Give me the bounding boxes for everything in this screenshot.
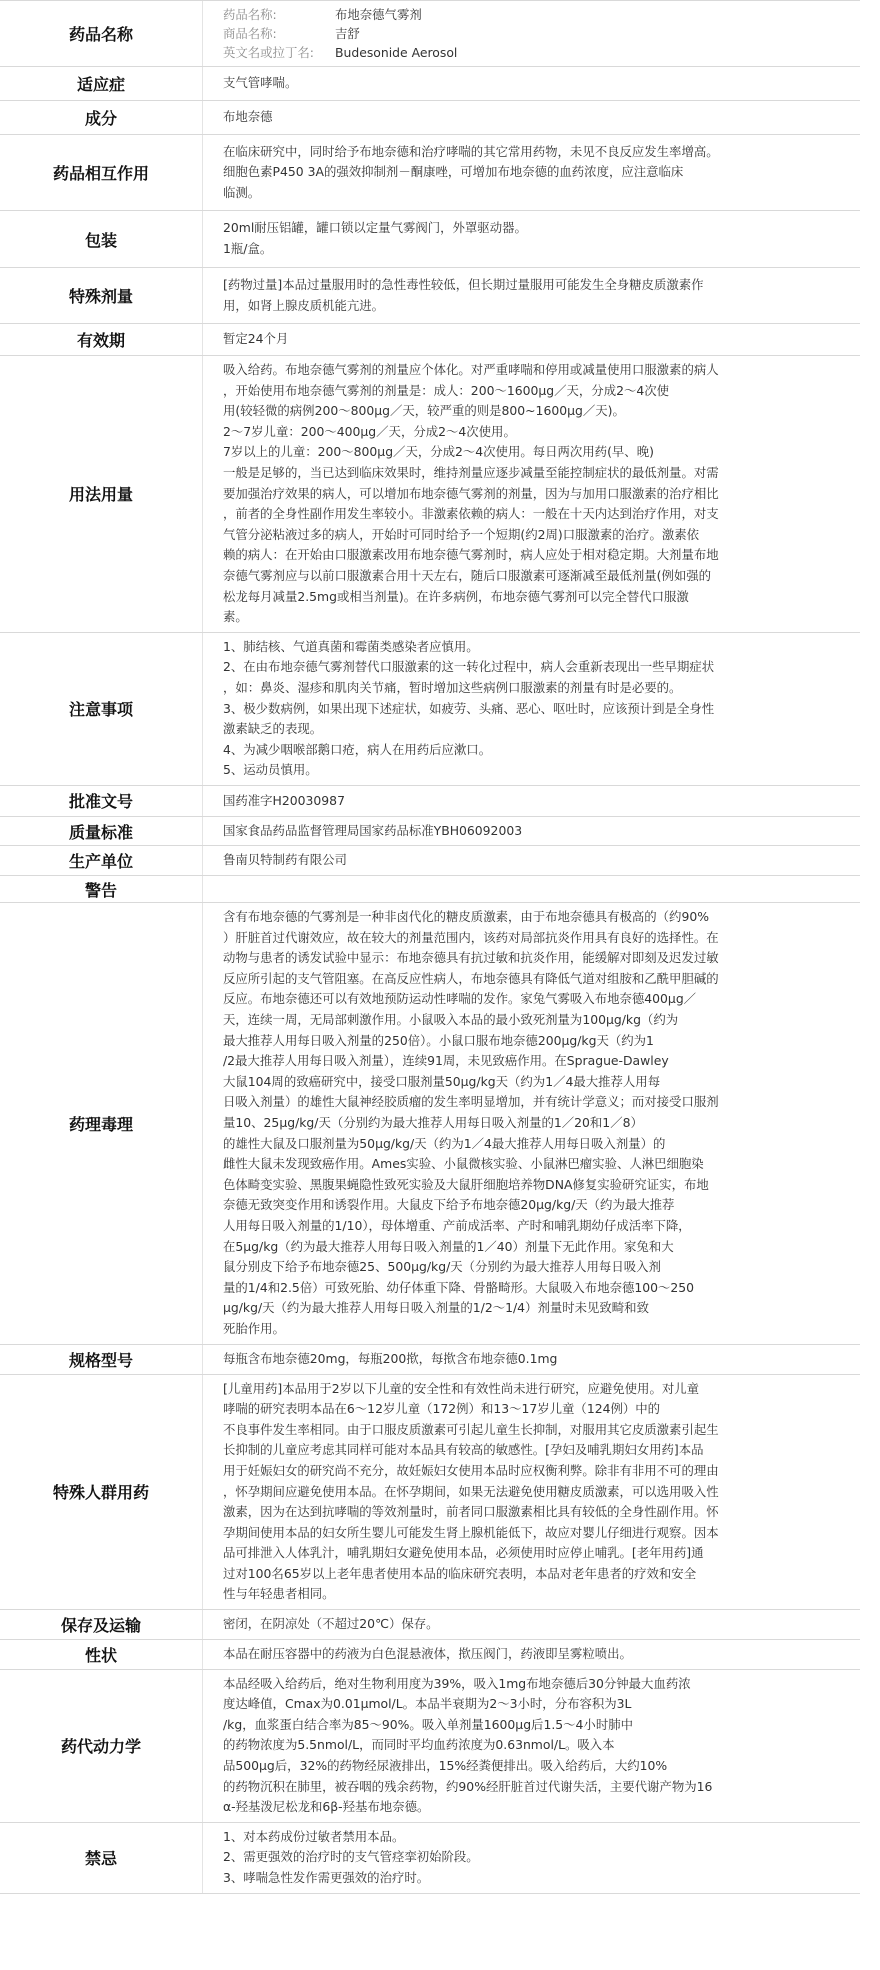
generic-name-line <box>223 5 860 24</box>
row-label: 药品名称 <box>0 1 203 67</box>
content-line: 素。 <box>223 609 248 625</box>
content-line: 在5μg/kg（约为最大推荐人用每日吸入剂量的1／40）剂量下无此作用。家兔和大 <box>223 1238 674 1254</box>
row-label: 质量标准 <box>0 816 203 846</box>
content-line: 奈德气雾剂应与以前口服激素合用十天左右，随后口服激素可逐渐减至最低剂量(例如强的 <box>223 567 712 583</box>
content-line: 日吸入剂量）的雄性大鼠神经胶质瘤的发生率明显增加，并有统计学意义；而对接受口服剂 <box>223 1094 719 1110</box>
content-line: 量的1/4和2.5倍）可致死胎、幼仔体重下降、骨骼畸形。大鼠吸入布地奈德100～250 <box>223 1279 695 1295</box>
row-label: 用法用量 <box>0 356 203 633</box>
content-line: ）肝脏首过代谢效应，故在较大的剂量范围内，该药对局部抗炎作用具有良好的选择性。在 <box>223 929 719 945</box>
content-line: 1、肺结核、气道真菌和霉菌类感染者应慎用。 <box>223 638 479 654</box>
content-line: /kg，血浆蛋白结合率为85～90%。吸入单剂量1600μg后1.5～4小时肺中 <box>223 1716 633 1732</box>
pharmacology-content <box>203 903 861 1344</box>
pharmacokinetics-content <box>203 1669 861 1822</box>
content-line: μg/kg/天（约为最大推荐人用每日吸入剂量的1/2～1/4）剂量时未见致畸和致 <box>223 1300 649 1316</box>
approval-number-content <box>203 785 861 816</box>
content-line: 每瓶含布地奈德20mg，每瓶200揿，每揿含布地奈德0.1mg <box>223 1350 558 1366</box>
dosage-content <box>203 356 861 633</box>
row-dosage <box>0 356 860 633</box>
content-line: 本品经吸入给药后，绝对生物利用度为39%，吸入1mg布地奈德后30分钟最大血药浓 <box>223 1675 691 1691</box>
row-specification <box>0 1344 860 1374</box>
row-label: 成分 <box>0 101 203 135</box>
row-precautions <box>0 632 860 785</box>
brand-name-line <box>223 24 860 43</box>
content-line: 长抑制的儿童应考虑其同样可能对本品具有较高的敏感性。[孕妇及哺乳期妇女用药]本品 <box>223 1442 704 1458</box>
row-label: 药理毒理 <box>0 903 203 1344</box>
content-line: 3、极少数病例，如果出现下述症状，如疲劳、头痛、恶心、呕吐时，应该预计到是全身性 <box>223 700 715 716</box>
content-line: 20ml耐压铝罐，罐口锁以定量气雾阀门，外罩驱动器。 <box>223 220 527 236</box>
row-interactions <box>0 135 860 211</box>
manufacturer-content <box>203 846 861 876</box>
content-line: 吸入给药。布地奈德气雾剂的剂量应个体化。对严重哮喘和停用或减量使用口服激素的病人 <box>223 362 719 377</box>
content-line: 要加强治疗效果的病人，可以增加布地奈德气雾剂的剂量，因为与加用口服激素的治疗相比 <box>223 485 719 501</box>
row-label: 特殊剂量 <box>0 268 203 324</box>
content-line: ，怀孕期间应避免使用本品。在怀孕期间，如果无法避免使用糖皮质激素，可以选用吸入性 <box>223 1483 719 1499</box>
row-pharmacology <box>0 903 860 1344</box>
generic-name-value: 布地奈德气雾剂 <box>335 7 422 22</box>
row-label: 禁忌 <box>0 1822 203 1893</box>
quality-standard-content <box>203 816 861 846</box>
content-line: 细胞色素P450 3A的强效抑制剂－酮康唑，可增加布地奈德的血药浓度，应注意临床 <box>223 164 684 180</box>
content-line: 含有布地奈德的气雾剂是一种非卤代化的糖皮质激素，由于布地奈德具有极高的（约90% <box>223 909 709 925</box>
row-storage <box>0 1610 860 1640</box>
row-label: 包装 <box>0 211 203 268</box>
content-line: 2、需更强效的治疗时的支气管痉挛初始阶段。 <box>223 1849 479 1865</box>
content-line: 1、对本药成份过敏者禁用本品。 <box>223 1828 405 1844</box>
content-line: 的药物浓度为5.5nmol/L，而同时平均血药浓度为0.63nmol/L。吸入本 <box>223 1737 615 1753</box>
row-label: 生产单位 <box>0 846 203 876</box>
content-line: 反应所引起的支气管阻塞。在高反应性病人，布地奈德具有降低气道对组胺和乙酰甲胆碱的 <box>223 970 719 986</box>
content-line: 4、为减少咽喉部鹅口疮，病人在用药后应漱口。 <box>223 741 492 757</box>
package-content <box>203 211 861 268</box>
english-name-value: Budesonide Aerosol <box>335 45 458 60</box>
content-line: 国药准字H20030987 <box>223 792 345 808</box>
row-special-population <box>0 1374 860 1610</box>
ingredients-content <box>203 101 861 135</box>
specification-content <box>203 1344 861 1374</box>
appearance-content <box>203 1640 861 1670</box>
content-line: 鲁南贝特制药有限公司 <box>223 852 347 868</box>
content-line: 激素，因为在达到抗哮喘的等效剂量时，前者同口服激素相比具有较低的全身性副作用。怀 <box>223 1504 719 1520</box>
content-line: 用于妊娠妇女的研究尚不充分，故妊娠妇女使用本品时应权衡利弊。除非有非用不可的理由 <box>223 1462 719 1478</box>
content-line: 哮喘的研究表明本品在6～12岁儿童（172例）和13～17岁儿童（124例）中的 <box>223 1401 661 1417</box>
content-line: 不良事件发生率相同。由于口服皮质激素可引起儿童生长抑制，对服用其它皮质激素引起生 <box>223 1421 719 1437</box>
row-ingredients <box>0 101 860 135</box>
content-line: 2、在由布地奈德气雾剂替代口服激素的这一转化过程中，病人会重新表现出一些早期症状 <box>223 659 715 675</box>
storage-content <box>203 1610 861 1640</box>
content-line: 布地奈德 <box>223 109 273 125</box>
special-population-content <box>203 1374 861 1610</box>
row-package <box>0 211 860 268</box>
content-line: 的药物沉积在肺里，被吞咽的残余药物，约90%经肝脏首过代谢失活，主要代谢产物为16 <box>223 1778 713 1794</box>
row-warning <box>0 876 860 903</box>
english-name-key: 英文名或拉丁名: <box>223 45 314 60</box>
content-line: 鼠分别皮下给予布地奈德25、500μg/kg/天（分别约为最大推荐人用每日吸入剂 <box>223 1259 661 1275</box>
row-label: 有效期 <box>0 324 203 356</box>
row-manufacturer <box>0 846 860 876</box>
validity-content <box>203 324 861 356</box>
content-line: 在临床研究中，同时给予布地奈德和治疗哮喘的其它常用药物，未见不良反应发生率增高。 <box>223 143 719 159</box>
content-line: 激素缺乏的表现。 <box>223 721 323 737</box>
content-line: 3、哮喘急性发作需更强效的治疗时。 <box>223 1870 430 1885</box>
brand-name-key: 商品名称: <box>223 26 277 41</box>
content-line: [儿童用药]本品用于2岁以下儿童的安全性和有效性尚未进行研究，应避免使用。对儿童 <box>223 1380 700 1396</box>
row-pharmacokinetics <box>0 1669 860 1822</box>
content-line: 品可排泄入人体乳汁，哺乳期妇女避免使用本品，必须使用时应停止哺乳。[老年用药]通 <box>223 1545 704 1561</box>
row-label: 批准文号 <box>0 785 203 816</box>
content-line: 临测。 <box>223 184 261 200</box>
row-label: 适应症 <box>0 67 203 101</box>
brand-name-value: 吉舒 <box>335 26 360 41</box>
content-line: 色体畸变实验、黑腹果蝇隐性致死实验及大鼠肝细胞培养物DNA修复实验研究证实，布地 <box>223 1176 709 1192</box>
content-line: 暂定24个月 <box>223 331 289 347</box>
english-name-line <box>223 43 860 62</box>
content-line: 最大推荐人用每日吸入剂量的250倍）。小鼠口服布地奈德200μg/kg天（约为1 <box>223 1032 654 1048</box>
content-line: 气管分泌粘液过多的病人，开始时可同时给予一个短期(约2周)口服激素的治疗。激素依 <box>223 526 700 542</box>
content-line: α-羟基泼尼松龙和6β-羟基布地奈德。 <box>223 1799 430 1815</box>
row-label: 规格型号 <box>0 1344 203 1374</box>
row-contraindications <box>0 1822 860 1893</box>
content-line: 支气管哮喘。 <box>223 75 298 91</box>
row-indications <box>0 67 860 101</box>
warning-content <box>203 876 861 903</box>
content-line: 1瓶/盒。 <box>223 241 273 256</box>
content-line: 度达峰值，Cmax为0.01μmol/L。本品半衰期为2～3小时，分布容积为3L <box>223 1696 632 1712</box>
content-line: 国家食品药品监督管理局国家药品标准YBH06092003 <box>223 822 523 838</box>
row-label: 药品相互作用 <box>0 135 203 211</box>
row-label: 注意事项 <box>0 632 203 785</box>
row-approval-number <box>0 785 860 816</box>
row-label: 性状 <box>0 1640 203 1670</box>
content-line: [药物过量]本品过量服用时的急性毒性较低，但长期过量服用可能发生全身糖皮质激素作 <box>223 276 704 292</box>
content-line: 性与年轻患者相同。 <box>223 1586 335 1602</box>
content-line: 孕期间使用本品的妇女所生婴儿可能发生肾上腺机能低下，故应对婴儿仔细进行观察。因本 <box>223 1524 719 1540</box>
content-line: 大鼠104周的致癌研究中，接受口服剂量50μg/kg天（约为1／4最大推荐人用每 <box>223 1073 661 1089</box>
content-line: 量10、25μg/kg/天（分别约为最大推荐人用每日吸入剂量的1／20和1／8） <box>223 1115 643 1130</box>
content-line: 反应。布地奈德还可以有效地预防运动性哮喘的发作。家兔气雾吸入布地奈德400μg／ <box>223 991 697 1007</box>
row-quality-standard <box>0 816 860 846</box>
content-line: 5、运动员慎用。 <box>223 762 318 778</box>
content-line: 人用每日吸入剂量的1/10），母体增重、产前成活率、产时和哺乳期幼仔成活率下降， <box>223 1217 691 1233</box>
content-line: /2最大推荐人用每日吸入剂量），连续91周，未见致癌作用。在Sprague-Dawley <box>223 1053 669 1069</box>
interactions-content <box>203 135 861 211</box>
content-line: 松龙每月减量2.5mg或相当剂量)。在许多病例，布地奈德气雾剂可以完全替代口服激 <box>223 588 689 604</box>
drug-name-content <box>203 1 861 67</box>
content-line: 奈德无致突变作用和诱裂作用。大鼠皮下给予布地奈德20μg/kg/天（约为最大推荐 <box>223 1197 675 1213</box>
row-validity <box>0 324 860 356</box>
indications-content <box>203 67 861 101</box>
content-line: 的雄性大鼠及口服剂量为50μg/kg/天（约为1／4最大推荐人用每日吸入剂量）的 <box>223 1135 666 1151</box>
content-line: 赖的病人：在开始由口服激素改用布地奈德气雾剂时，病人应处于相对稳定期。大剂量布地 <box>223 547 719 563</box>
content-line: 天，连续一周，无局部刺激作用。小鼠吸入本品的最小致死剂量为100μg/kg（约为 <box>223 1012 679 1028</box>
row-drug-name <box>0 1 860 67</box>
content-line: 用，如肾上腺皮质机能亢进。 <box>223 297 385 313</box>
content-line: 用(较轻微的病例200～800μg／天，较严重的则是800~1600μg／天)。 <box>223 403 625 419</box>
content-line: ，如：鼻炎、湿疹和肌肉关节痛，暂时增加这些病例口服激素的剂量有时是必要的。 <box>223 679 682 695</box>
precautions-content <box>203 632 861 785</box>
content-line: 过对100名65岁以上老年患者使用本品的临床研究表明，本品对老年患者的疗效和安全 <box>223 1565 697 1581</box>
contraindications-content <box>203 1822 861 1893</box>
content-line: 一般是足够的，当已达到临床效果时，维持剂量应逐步减量至能控制症状的最低剂量。对需 <box>223 464 719 480</box>
content-line: ，前者的全身性副作用发生率较小。非激素依赖的病人：一般在十天内达到治疗作用，对支 <box>223 506 719 522</box>
overdose-content <box>203 268 861 324</box>
content-line: 品500μg后，32%的药物经尿液排出，15%经粪便排出。吸入给药后，大约10% <box>223 1758 668 1774</box>
content-line: 雌性大鼠未发现致癌作用。Ames实验、小鼠微核实验、小鼠淋巴瘤实验、人淋巴细胞染 <box>223 1156 704 1172</box>
content-line: 7岁以上的儿童：200～800μg／天，分成2～4次使用。每日两次用药(早、晚) <box>223 444 654 460</box>
content-line: 动物与患者的诱发试验中显示：布地奈德具有抗过敏和抗炎作用，能缓解对即刻及迟发过敏 <box>223 950 719 966</box>
row-label: 特殊人群用药 <box>0 1374 203 1610</box>
content-line: 密闭，在阴凉处（不超过20℃）保存。 <box>223 1616 439 1632</box>
row-overdose <box>0 268 860 324</box>
row-label: 药代动力学 <box>0 1669 203 1822</box>
content-line: 2～7岁儿童：200～400μg／天，分成2～4次使用。 <box>223 423 516 439</box>
generic-name-key: 药品名称: <box>223 7 277 22</box>
row-label: 保存及运输 <box>0 1610 203 1640</box>
content-line: 死胎作用。 <box>223 1320 285 1336</box>
content-line: 本品在耐压容器中的药液为白色混悬液体，揿压阀门，药液即呈雾粒喷出。 <box>223 1646 632 1662</box>
content-line: ，开始使用布地奈德气雾剂的剂量是：成人：200～1600μg／天，分成2～4次使 <box>223 382 670 398</box>
row-appearance <box>0 1640 860 1670</box>
row-label: 警告 <box>0 876 203 903</box>
